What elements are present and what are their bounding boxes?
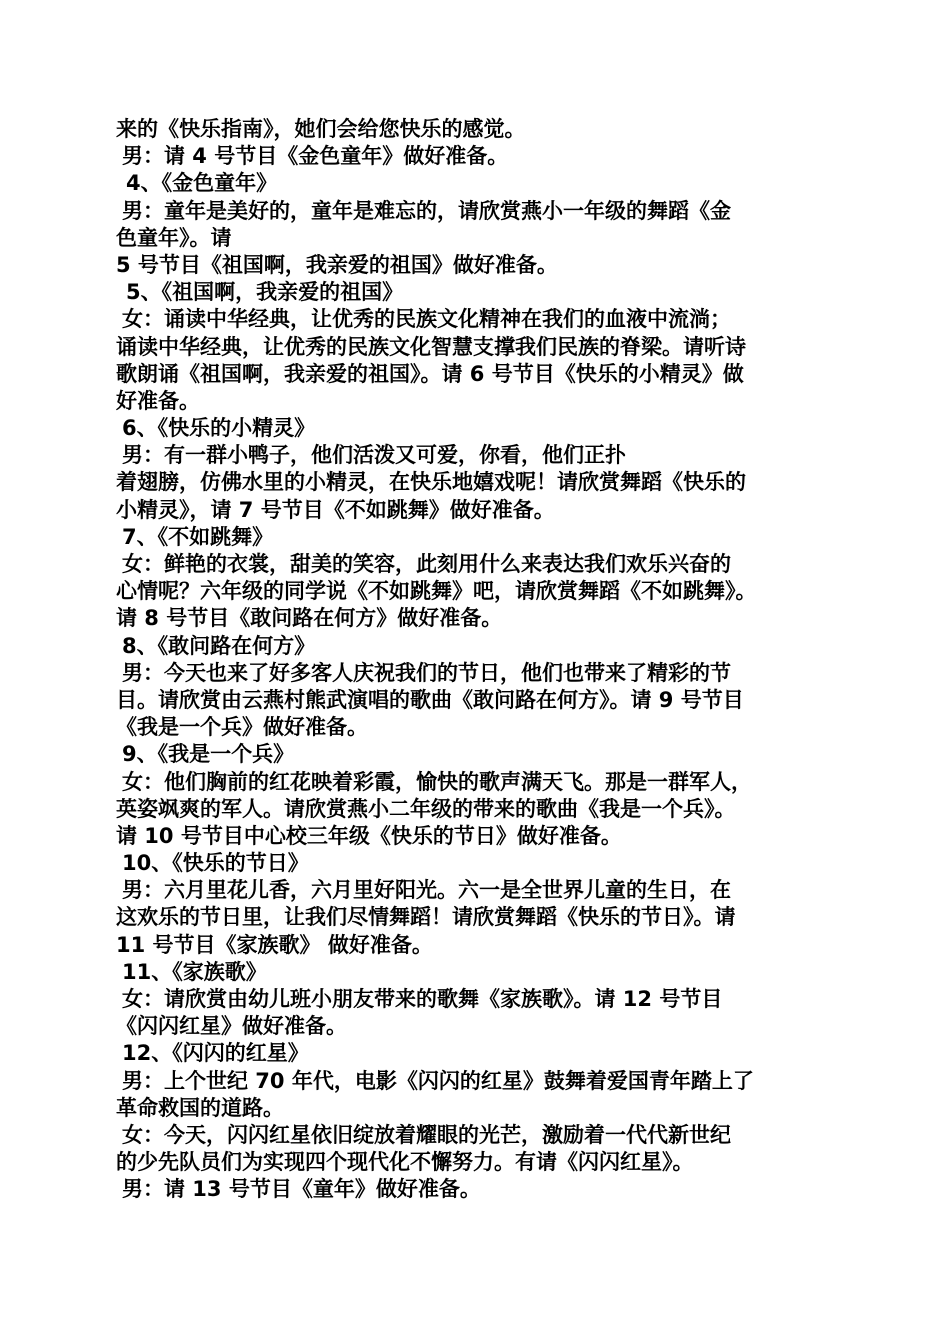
text-line: 女：鲜艳的衣裳，甜美的笑容，此刻用什么来表达我们欢乐兴奋的: [122, 552, 731, 576]
text-line: 来的《快乐指南》，她们会给您快乐的感觉。: [116, 117, 526, 141]
text-line: 请 10 号节目中心校三年级《快乐的节日》做好准备。: [116, 823, 622, 848]
script-text: [116, 116, 846, 1204]
text-line: 的少先队员们为实现四个现代化不懈努力。有请《闪闪红星》。: [116, 1150, 694, 1175]
text-line: 女：诵读中华经典，让优秀的民族文化精神在我们的血液中流淌；: [122, 307, 731, 332]
text-line: 心情呢？六年级的同学说《不如跳舞》吧，请欣赏舞蹈《不如跳舞》。: [116, 579, 757, 604]
text-line: 诵读中华经典，让优秀的民族文化智慧支撑我们民族的脊梁。请听诗: [116, 334, 746, 359]
program-heading: 9、《我是一个兵》: [122, 742, 295, 767]
program-heading: 4、《金色童年》: [126, 171, 278, 196]
text-line: 男：六月里花儿香，六月里好阳光。六一是全世界儿童的生日，在: [122, 878, 731, 903]
text-line: 小精灵》，请 7 号节目《不如跳舞》做好准备。: [116, 497, 555, 522]
text-line: 这欢乐的节日里，让我们尽情舞蹈！请欣赏舞蹈《快乐的节日》。请: [116, 905, 736, 930]
text-line: 好准备。: [116, 388, 200, 413]
text-line: 男：今天也来了好多客人庆祝我们的节日，他们也带来了精彩的节: [122, 660, 731, 685]
text-line: 革命救国的道路。: [116, 1095, 284, 1120]
program-heading: 10、《快乐的节日》: [122, 851, 309, 876]
text-line: 女：今天，闪闪红星依旧绽放着耀眼的光芒，激励着一代代新世纪: [122, 1122, 731, 1147]
text-line: 目。请欣赏由云燕村熊武演唱的歌曲《敢问路在何方》。请 9 号节目: [116, 687, 744, 712]
text-line: 色童年》。请: [116, 225, 232, 250]
program-heading: 5、《祖国啊，我亲爱的祖国》: [126, 280, 404, 305]
text-line: 《闪闪红星》做好准备。: [116, 1014, 347, 1039]
text-line: 男：请 13 号节目《童年》做好准备。: [122, 1177, 481, 1202]
text-line: 11 号节目《家族歌》 做好准备。: [116, 932, 433, 957]
text-line: 男：请 4 号节目《金色童年》做好准备。: [122, 144, 509, 169]
text-line: 英姿飒爽的军人。请欣赏燕小二年级的带来的歌曲《我是一个兵》。: [116, 796, 736, 821]
program-heading: 7、《不如跳舞》: [122, 524, 274, 549]
text-line: 请 8 号节目《敢问路在何方》做好准备。: [116, 606, 503, 631]
text-line: 《我是一个兵》做好准备。: [116, 715, 368, 740]
text-line: 女：他们胸前的红花映着彩霞，愉快的歌声满天飞。那是一群军人，: [122, 769, 752, 794]
text-line: 着翅膀，仿佛水里的小精灵，在快乐地嬉戏呢！请欣赏舞蹈《快乐的: [116, 470, 746, 495]
text-line: 男：有一群小鸭子，他们活泼又可爱，你看，他们正扑: [122, 443, 626, 468]
text-line: 5 号节目《祖国啊，我亲爱的祖国》做好准备。: [116, 252, 558, 277]
text-line: 男：童年是美好的，童年是难忘的，请欣赏燕小一年级的舞蹈《金: [122, 198, 731, 223]
text-line: 男：上个世纪 70 年代，电影《闪闪的红星》鼓舞着爱国青年踏上了: [122, 1068, 754, 1093]
program-heading: 12、《闪闪的红星》: [122, 1041, 309, 1066]
text-line: 歌朗诵《祖国啊，我亲爱的祖国》。请 6 号节目《快乐的小精灵》做: [116, 361, 744, 386]
text-line: 女：请欣赏由幼儿班小朋友带来的歌舞《家族歌》。请 12 号节目: [122, 987, 723, 1011]
program-heading: 8、《敢问路在何方》: [122, 633, 316, 658]
program-heading: 6、《快乐的小精灵》: [122, 416, 316, 441]
program-heading: 11、《家族歌》: [122, 959, 267, 984]
